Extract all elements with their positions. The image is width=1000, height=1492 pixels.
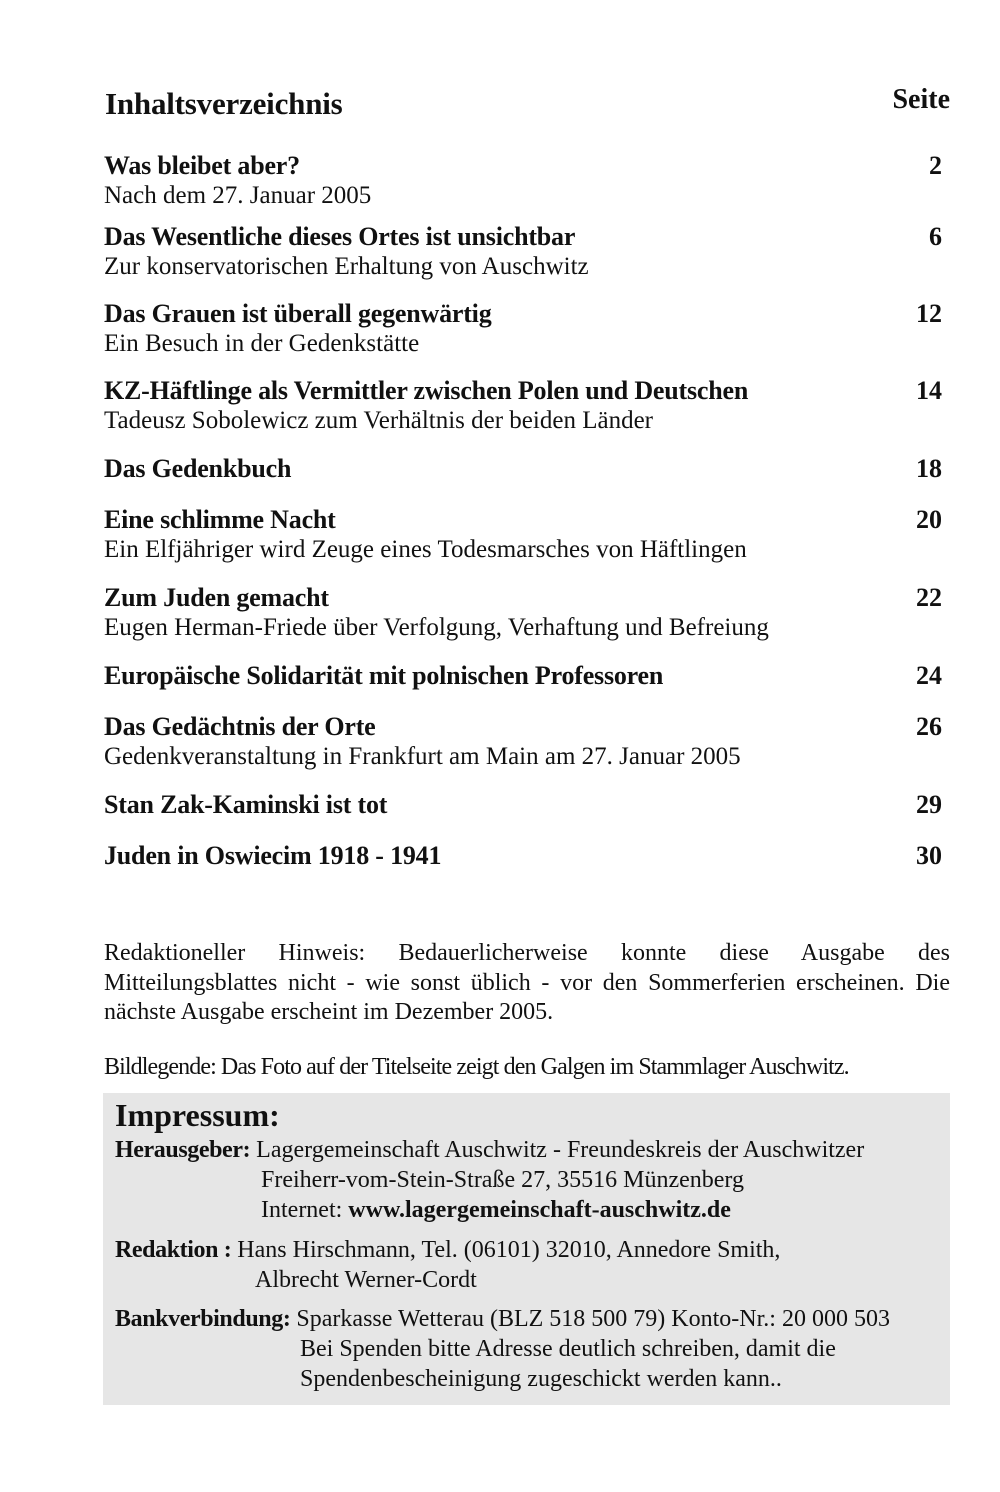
impressum-title: Impressum: <box>115 1097 280 1133</box>
internet-link[interactable]: www.lagergemeinschaft-auschwitz.de <box>348 1197 731 1223</box>
bank-details: Sparkasse Wetterau (BLZ 518 500 79) Konto-Nr.: 20 000 503 <box>296 1306 890 1332</box>
publisher-row <box>115 1135 864 1165</box>
impressum-box <box>103 1093 950 1405</box>
toc-entry-title: Zum Juden gemacht <box>104 583 329 612</box>
bank-note-2: Spendenbescheinigung zugeschickt werden kann.. <box>300 1366 782 1392</box>
table-of-contents <box>104 150 942 872</box>
toc-entry[interactable] <box>104 789 942 821</box>
toc-entry-title: KZ-Häftlinge als Vermittler zwischen Polen und Deutschen <box>104 376 749 405</box>
editor-names-cont: Albrecht Werner-Cordt <box>255 1267 477 1293</box>
toc-entry[interactable] <box>104 504 942 565</box>
toc-entry-page: 24 <box>916 661 942 690</box>
editorial-note: Redaktioneller Hinweis: Bedauerlicherweise konnte diese Ausgabe des Mitteilungsblattes nicht - wie sonst üblich - vor den Sommerferien erscheinen. Die nächste Ausgabe erscheint im Dezember 2005. <box>104 940 950 1025</box>
toc-entry[interactable] <box>104 582 942 643</box>
toc-entry-page: 14 <box>916 376 942 405</box>
toc-entry-subtitle: Zur konservatorischen Erhaltung von Auschwitz <box>104 253 589 280</box>
toc-entry-title: Europäische Solidarität mit polnischen Professoren <box>104 661 664 690</box>
toc-entry-title: Stan Zak-Kaminski ist tot <box>104 790 388 819</box>
toc-entry[interactable] <box>104 298 942 359</box>
toc-entry-page: 20 <box>916 505 942 534</box>
toc-entry-title: Das Wesentliche dieses Ortes ist unsichtbar <box>104 222 576 251</box>
publisher-name: Lagergemeinschaft Auschwitz - Freundeskreis der Auschwitzer <box>256 1137 865 1163</box>
toc-entry-title: Was bleibet aber? <box>104 151 300 180</box>
publisher-address: Freiherr-vom-Stein-Straße 27, 35516 Münzenberg <box>261 1167 744 1193</box>
bank-row <box>115 1304 890 1334</box>
internet-label: Internet: <box>261 1197 349 1223</box>
toc-entry[interactable] <box>104 840 942 872</box>
toc-entry-page: 30 <box>916 841 942 870</box>
toc-entry-page: 12 <box>916 299 942 328</box>
publisher-label: Herausgeber: <box>115 1137 251 1163</box>
toc-heading: Inhaltsverzeichnis <box>105 86 343 121</box>
toc-entry-page: 29 <box>916 790 942 819</box>
toc-entry-page: 18 <box>916 454 942 483</box>
toc-entry-page: 6 <box>929 222 942 251</box>
editor-names: Hans Hirschmann, Tel. (06101) 32010, Annedore Smith, <box>237 1237 781 1263</box>
toc-entry-page: 22 <box>916 583 942 612</box>
editor-label: Redaktion : <box>115 1237 232 1263</box>
toc-entry-title: Das Gedenkbuch <box>104 454 292 483</box>
toc-entry-subtitle: Tadeusz Sobolewicz zum Verhältnis der beiden Länder <box>104 407 653 434</box>
toc-entry[interactable] <box>104 375 942 436</box>
toc-entry-title: Eine schlimme Nacht <box>104 505 336 534</box>
editor-row <box>115 1235 780 1265</box>
page-column-heading: Seite <box>892 84 950 115</box>
toc-entry-page: 26 <box>916 712 942 741</box>
toc-entry-subtitle: Nach dem 27. Januar 2005 <box>104 182 372 209</box>
toc-entry[interactable] <box>104 711 942 772</box>
image-legend: Bildlegende: Das Foto auf der Titelseite zeigt den Galgen im Stammlager Auschwitz. <box>104 1054 849 1080</box>
bank-label: Bankverbindung: <box>115 1306 291 1332</box>
toc-entry-subtitle: Gedenkveranstaltung in Frankfurt am Main am 27. Januar 2005 <box>104 743 741 770</box>
toc-entry[interactable] <box>104 660 942 692</box>
toc-entry-page: 2 <box>929 151 942 180</box>
toc-entry[interactable] <box>104 221 942 282</box>
bank-note-1: Bei Spenden bitte Adresse deutlich schreiben, damit die <box>300 1336 836 1362</box>
toc-entry-title: Juden in Oswiecim 1918 - 1941 <box>104 841 442 870</box>
toc-entry-title: Das Gedächtnis der Orte <box>104 712 376 741</box>
toc-entry[interactable] <box>104 150 942 211</box>
toc-entry-title: Das Grauen ist überall gegenwärtig <box>104 299 492 328</box>
toc-entry-subtitle: Ein Elfjähriger wird Zeuge eines Todesmarsches von Häftlingen <box>104 536 747 563</box>
publisher-internet <box>261 1195 731 1225</box>
toc-entry-subtitle: Ein Besuch in der Gedenkstätte <box>104 330 420 357</box>
toc-entry-subtitle: Eugen Herman-Friede über Verfolgung, Verhaftung und Befreiung <box>104 614 769 641</box>
toc-entry[interactable] <box>104 453 942 485</box>
